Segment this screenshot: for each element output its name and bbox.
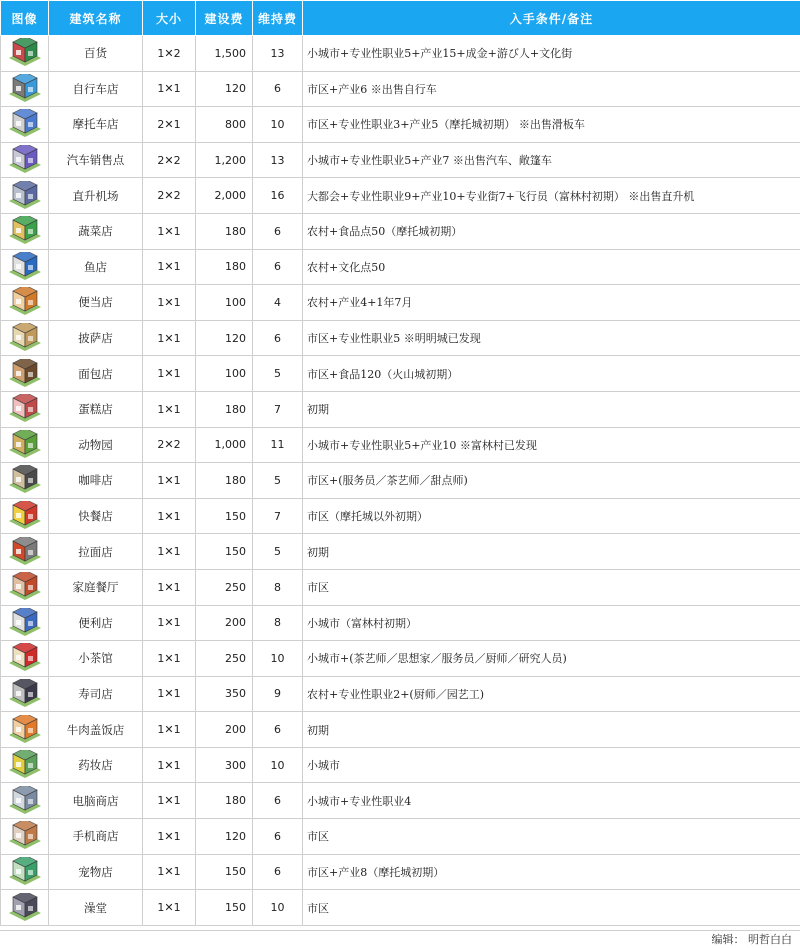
building-image-cell <box>1 391 49 427</box>
building-maintenance: 7 <box>253 498 303 534</box>
building-name: 拉面店 <box>49 534 143 570</box>
building-note: 小城市（富林村初期） <box>303 605 800 641</box>
table-row <box>1 890 800 926</box>
table-row <box>1 569 800 605</box>
drugstore-icon <box>7 750 43 780</box>
building-cost: 180 <box>196 391 253 427</box>
building-note: 市区+专业性职业3+产业5（摩托城初期） ※出售滑板车 <box>303 107 800 143</box>
building-cost: 1,500 <box>196 36 253 72</box>
phone-shop-icon <box>7 821 43 851</box>
header-note: 入手条件/备注 <box>303 1 800 36</box>
building-note: 市区 <box>303 890 800 926</box>
building-size: 2✕2 <box>143 178 196 214</box>
building-size: 2✕2 <box>143 142 196 178</box>
building-name: 牛肉盖饭店 <box>49 712 143 748</box>
building-maintenance: 6 <box>253 819 303 855</box>
building-image-cell <box>1 747 49 783</box>
building-name: 便利店 <box>49 605 143 641</box>
building-size: 1✕1 <box>143 320 196 356</box>
building-note: 小城市+专业性职业5+产业10 ※富林村已发现 <box>303 427 800 463</box>
building-cost: 200 <box>196 605 253 641</box>
building-maintenance: 6 <box>253 783 303 819</box>
building-cost: 250 <box>196 641 253 677</box>
building-size: 1✕1 <box>143 819 196 855</box>
building-size: 1✕1 <box>143 569 196 605</box>
building-cost: 180 <box>196 213 253 249</box>
building-image-cell <box>1 142 49 178</box>
building-size: 1✕1 <box>143 605 196 641</box>
building-maintenance: 11 <box>253 427 303 463</box>
building-note: 小城市+(茶艺师／思想家／服务员／厨师／研究人员) <box>303 641 800 677</box>
building-note: 市区+产业6 ※出售自行车 <box>303 71 800 107</box>
family-restaurant-icon <box>7 572 43 602</box>
sushi-shop-icon <box>7 679 43 709</box>
building-cost: 1,200 <box>196 142 253 178</box>
building-name: 宠物店 <box>49 854 143 890</box>
building-cost: 100 <box>196 356 253 392</box>
building-maintenance: 6 <box>253 249 303 285</box>
building-image-cell <box>1 320 49 356</box>
building-cost: 120 <box>196 320 253 356</box>
building-image-cell <box>1 285 49 321</box>
cafe-icon <box>7 465 43 495</box>
building-maintenance: 5 <box>253 534 303 570</box>
bathhouse-icon <box>7 893 43 923</box>
building-note: 小城市+专业性职业4 <box>303 783 800 819</box>
building-maintenance: 8 <box>253 605 303 641</box>
ramen-shop-icon <box>7 537 43 567</box>
building-note: 农村+文化点50 <box>303 249 800 285</box>
department-store-icon <box>7 38 43 68</box>
zoo-icon <box>7 430 43 460</box>
building-image-cell <box>1 463 49 499</box>
table-row <box>1 712 800 748</box>
table-row <box>1 498 800 534</box>
building-cost: 150 <box>196 854 253 890</box>
table-row <box>1 676 800 712</box>
header-name: 建筑名称 <box>49 1 143 36</box>
building-name: 蛋糕店 <box>49 391 143 427</box>
building-size: 1✕1 <box>143 71 196 107</box>
tea-house-icon <box>7 643 43 673</box>
building-cost: 350 <box>196 676 253 712</box>
table-row <box>1 320 800 356</box>
building-size: 1✕1 <box>143 854 196 890</box>
building-maintenance: 10 <box>253 890 303 926</box>
building-cost: 120 <box>196 819 253 855</box>
building-cost: 150 <box>196 534 253 570</box>
bakery-icon <box>7 359 43 389</box>
building-name: 鱼店 <box>49 249 143 285</box>
building-size: 1✕2 <box>143 36 196 72</box>
building-image-cell <box>1 498 49 534</box>
table-row <box>1 249 800 285</box>
table-row <box>1 391 800 427</box>
car-dealer-icon <box>7 145 43 175</box>
building-note: 大都会+专业性职业9+产业10+专业街7+飞行员（富林村初期） ※出售直升机 <box>303 178 800 214</box>
building-image-cell <box>1 676 49 712</box>
building-name: 寿司店 <box>49 676 143 712</box>
table-row <box>1 178 800 214</box>
building-name: 自行车店 <box>49 71 143 107</box>
building-size: 1✕1 <box>143 463 196 499</box>
building-cost: 2,000 <box>196 178 253 214</box>
table-row <box>1 36 800 72</box>
building-note: 农村+产业4+1年7月 <box>303 285 800 321</box>
table-row <box>1 783 800 819</box>
building-maintenance: 6 <box>253 71 303 107</box>
building-note: 农村+食品点50（摩托城初期） <box>303 213 800 249</box>
building-maintenance: 6 <box>253 213 303 249</box>
editor-credit: 编辑： 明哲白白 <box>0 930 800 948</box>
convenience-store-icon <box>7 608 43 638</box>
building-cost: 100 <box>196 285 253 321</box>
building-size: 1✕1 <box>143 391 196 427</box>
building-maintenance: 13 <box>253 142 303 178</box>
building-size: 1✕1 <box>143 285 196 321</box>
building-name: 汽车销售点 <box>49 142 143 178</box>
bicycle-shop-icon <box>7 74 43 104</box>
building-image-cell <box>1 641 49 677</box>
table-header-row <box>1 1 800 36</box>
table-row <box>1 107 800 143</box>
building-note: 农村+专业性职业2+(厨师／园艺工) <box>303 676 800 712</box>
building-size: 1✕1 <box>143 498 196 534</box>
building-image-cell <box>1 107 49 143</box>
building-name: 手机商店 <box>49 819 143 855</box>
building-image-cell <box>1 213 49 249</box>
building-maintenance: 7 <box>253 391 303 427</box>
building-name: 摩托车店 <box>49 107 143 143</box>
building-maintenance: 6 <box>253 854 303 890</box>
building-name: 快餐店 <box>49 498 143 534</box>
building-name: 家庭餐厅 <box>49 569 143 605</box>
building-note: 初期 <box>303 534 800 570</box>
building-cost: 150 <box>196 498 253 534</box>
building-note: 市区（摩托城以外初期） <box>303 498 800 534</box>
building-note: 小城市+专业性职业5+产业15+成金+游び人+文化街 <box>303 36 800 72</box>
building-image-cell <box>1 854 49 890</box>
building-maintenance: 5 <box>253 356 303 392</box>
building-maintenance: 6 <box>253 320 303 356</box>
building-name: 咖啡店 <box>49 463 143 499</box>
building-size: 2✕2 <box>143 427 196 463</box>
header-maintenance: 维持费 <box>253 1 303 36</box>
pet-shop-icon <box>7 857 43 887</box>
building-note: 市区+专业性职业5 ※明明城已发现 <box>303 320 800 356</box>
building-size: 1✕1 <box>143 783 196 819</box>
table-row <box>1 356 800 392</box>
table-row <box>1 534 800 570</box>
building-cost: 150 <box>196 890 253 926</box>
building-note: 小城市 <box>303 747 800 783</box>
heliport-icon <box>7 181 43 211</box>
table-row <box>1 71 800 107</box>
table-row <box>1 819 800 855</box>
building-note: 小城市+专业性职业5+产业7 ※出售汽车、敞篷车 <box>303 142 800 178</box>
building-name: 澡堂 <box>49 890 143 926</box>
building-size: 1✕1 <box>143 249 196 285</box>
building-size: 1✕1 <box>143 641 196 677</box>
building-size: 1✕1 <box>143 676 196 712</box>
pizza-shop-icon <box>7 323 43 353</box>
building-maintenance: 5 <box>253 463 303 499</box>
building-size: 1✕1 <box>143 747 196 783</box>
building-size: 1✕1 <box>143 213 196 249</box>
building-image-cell <box>1 569 49 605</box>
cake-shop-icon <box>7 394 43 424</box>
building-note: 市区+(服务员／茶艺师／甜点师) <box>303 463 800 499</box>
building-size: 1✕1 <box>143 534 196 570</box>
header-image: 图像 <box>1 1 49 36</box>
building-maintenance: 6 <box>253 712 303 748</box>
table-row <box>1 641 800 677</box>
building-note: 市区 <box>303 819 800 855</box>
building-cost: 180 <box>196 463 253 499</box>
computer-shop-icon <box>7 786 43 816</box>
building-cost: 800 <box>196 107 253 143</box>
building-size: 1✕1 <box>143 890 196 926</box>
table-row <box>1 854 800 890</box>
table-row <box>1 285 800 321</box>
building-maintenance: 10 <box>253 641 303 677</box>
building-maintenance: 10 <box>253 747 303 783</box>
building-image-cell <box>1 783 49 819</box>
building-name: 面包店 <box>49 356 143 392</box>
building-maintenance: 16 <box>253 178 303 214</box>
building-name: 便当店 <box>49 285 143 321</box>
building-name: 动物园 <box>49 427 143 463</box>
building-maintenance: 9 <box>253 676 303 712</box>
building-size: 2✕1 <box>143 107 196 143</box>
building-cost: 180 <box>196 249 253 285</box>
table-row <box>1 427 800 463</box>
building-maintenance: 13 <box>253 36 303 72</box>
header-cost: 建设费 <box>196 1 253 36</box>
building-note: 市区+产业8（摩托城初期） <box>303 854 800 890</box>
building-cost: 250 <box>196 569 253 605</box>
table-row <box>1 605 800 641</box>
building-cost: 120 <box>196 71 253 107</box>
building-cost: 180 <box>196 783 253 819</box>
building-size: 1✕1 <box>143 356 196 392</box>
building-image-cell <box>1 605 49 641</box>
table-row <box>1 142 800 178</box>
building-cost: 300 <box>196 747 253 783</box>
table-row <box>1 463 800 499</box>
building-size: 1✕1 <box>143 712 196 748</box>
building-cost: 200 <box>196 712 253 748</box>
building-image-cell <box>1 712 49 748</box>
building-maintenance: 4 <box>253 285 303 321</box>
building-note: 初期 <box>303 391 800 427</box>
building-name: 蔬菜店 <box>49 213 143 249</box>
building-image-cell <box>1 178 49 214</box>
building-image-cell <box>1 890 49 926</box>
building-image-cell <box>1 249 49 285</box>
building-name: 百货 <box>49 36 143 72</box>
building-maintenance: 10 <box>253 107 303 143</box>
building-name: 小茶馆 <box>49 641 143 677</box>
building-image-cell <box>1 427 49 463</box>
building-note: 初期 <box>303 712 800 748</box>
table-row <box>1 747 800 783</box>
building-maintenance: 8 <box>253 569 303 605</box>
header-size: 大小 <box>143 1 196 36</box>
building-image-cell <box>1 356 49 392</box>
building-image-cell <box>1 534 49 570</box>
building-image-cell <box>1 36 49 72</box>
bento-shop-icon <box>7 287 43 317</box>
building-note: 市区+食品120（火山城初期） <box>303 356 800 392</box>
building-cost: 1,000 <box>196 427 253 463</box>
fish-shop-icon <box>7 252 43 282</box>
beef-bowl-shop-icon <box>7 715 43 745</box>
table-row <box>1 213 800 249</box>
building-name: 电脑商店 <box>49 783 143 819</box>
building-image-cell <box>1 819 49 855</box>
building-name: 披萨店 <box>49 320 143 356</box>
vegetable-shop-icon <box>7 216 43 246</box>
building-image-cell <box>1 71 49 107</box>
building-note: 市区 <box>303 569 800 605</box>
building-name: 直升机场 <box>49 178 143 214</box>
fast-food-icon <box>7 501 43 531</box>
building-name: 药妆店 <box>49 747 143 783</box>
motorcycle-shop-icon <box>7 109 43 139</box>
